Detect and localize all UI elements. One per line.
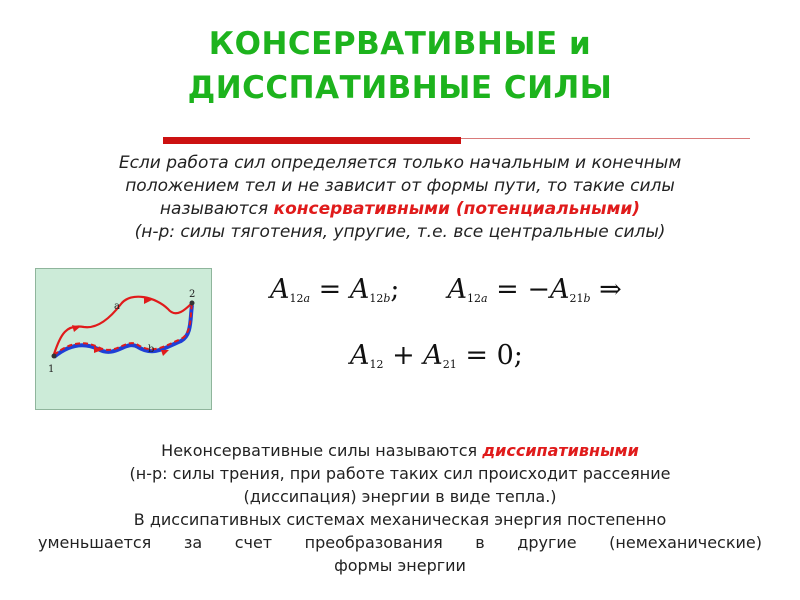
para1-line-4: (н-р: силы тяготения, упругие, т.е. все центральные силы) [134, 222, 666, 242]
label-1: 1 [48, 364, 55, 375]
formula1-semicolon: ; [390, 274, 400, 305]
formula1-A1: A [270, 274, 290, 305]
para2-line-1-prefix: Неконсервативные силы называются [161, 441, 483, 460]
implies-arrow: ⇒ [590, 274, 622, 305]
dissipative-definition [20, 439, 780, 577]
formula1-A3: A [447, 274, 468, 305]
slide-title [0, 22, 800, 110]
conservative-term: консервативными (потенциальными) [273, 199, 641, 219]
formula1-sub-12a: 12 [289, 292, 304, 305]
path-diagram [35, 268, 212, 410]
work-sum-formula [350, 340, 523, 371]
point-2 [190, 301, 195, 306]
para1-line-3-prefix: называются [159, 199, 274, 219]
formula2-A2: A [423, 340, 443, 371]
point-1 [52, 354, 57, 359]
path-diagram-svg [36, 269, 211, 409]
title-underline-red [163, 137, 461, 144]
label-a: a [114, 301, 120, 312]
formula1-sub-12b: 12 [369, 292, 384, 305]
para1-line-2: положением тел и не зависит от формы пути, то такие силы [125, 176, 675, 196]
formula2-rest: = 0; [456, 340, 523, 371]
formula1-A4: A [550, 274, 570, 305]
formula1-sub-a2: a [481, 292, 488, 305]
formula2-plus: + [383, 340, 424, 371]
title-underline-thin [461, 138, 750, 139]
formula1-sub-21b: 21 [569, 292, 584, 305]
conservative-definition [40, 152, 760, 244]
arrow-b-2 [161, 350, 169, 356]
para2-line-2: (н-р: силы трения, при работе таких сил происходит рассеяние [129, 464, 671, 483]
formula1-sub-b2: b [583, 292, 591, 305]
dissipative-term: диссипативными [482, 441, 639, 460]
formula1-eq-neg: = − [487, 274, 550, 305]
formula1-sub-b: b [383, 292, 391, 305]
formula2-A1: A [350, 340, 370, 371]
formula2-sub-12: 12 [369, 358, 384, 371]
formula1-sub-a: a [303, 292, 311, 305]
para1-line-3 [40, 198, 760, 221]
formula1-eq: = [310, 274, 350, 305]
formula1-sub-12a2: 12 [467, 292, 482, 305]
para1-line-1: Если работа сил определяется только начальным и конечным [118, 153, 682, 173]
para2-line-3: (диссипация) энергии в виде тепла.) [243, 487, 557, 506]
para2-line-5: уменьшается за счет преобразования в другие (немеханические) [38, 533, 762, 552]
work-equality-formula [270, 274, 622, 305]
para2-line-4: В диссипативных системах механическая энергия постепенно [133, 510, 667, 529]
formula2-sub-21: 21 [442, 358, 457, 371]
para2-line-1 [20, 439, 780, 462]
label-2: 2 [189, 289, 196, 300]
title-line-1: КОНСЕРВАТИВНЫЕ и [208, 26, 592, 62]
title-line-2: ДИССПАТИВНЫЕ СИЛЫ [187, 70, 613, 106]
label-b: b [148, 344, 155, 355]
para2-line-6: формы энергии [334, 556, 466, 575]
formula1-A2: A [349, 274, 370, 305]
